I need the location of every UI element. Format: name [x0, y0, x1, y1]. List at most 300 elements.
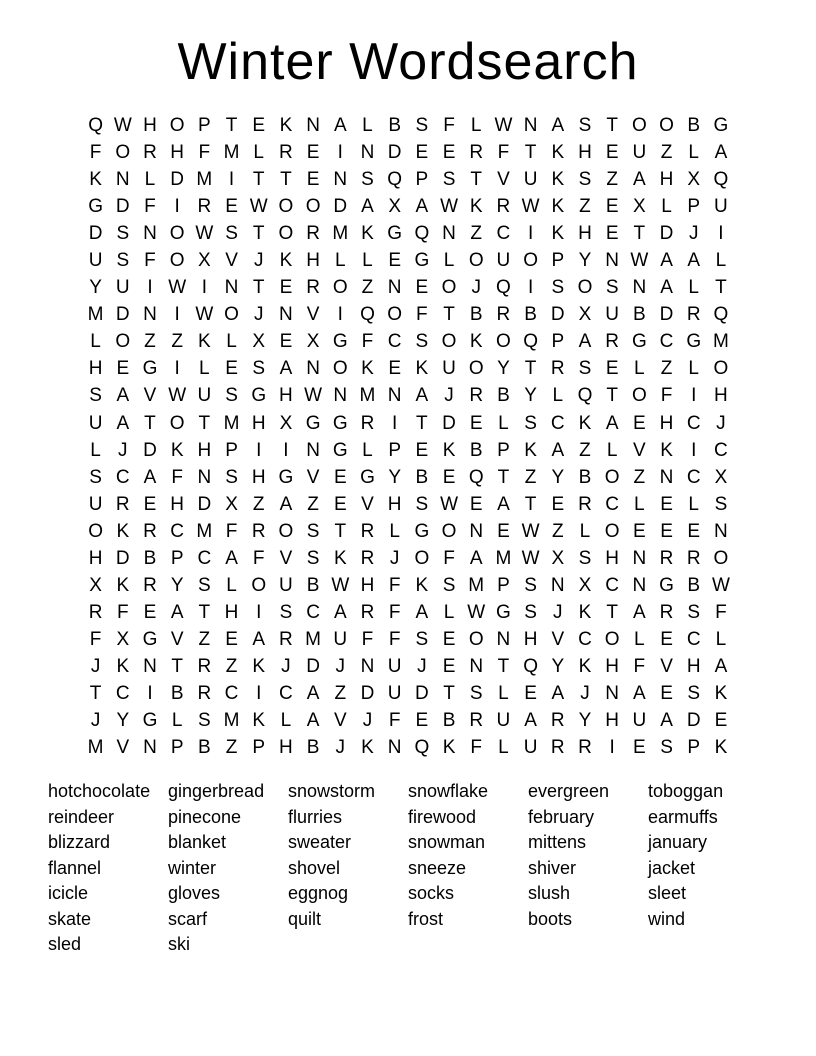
- grid-letter: O: [305, 196, 321, 218]
- grid-letter: Q: [468, 466, 484, 488]
- grid-letter: P: [415, 169, 429, 191]
- grid-letter: Z: [551, 520, 564, 542]
- grid-row: [82, 437, 735, 464]
- grid-letter: K: [361, 737, 374, 759]
- grid-letter: R: [197, 682, 212, 704]
- grid-letter: S: [578, 547, 592, 569]
- grid-letter: N: [659, 466, 674, 488]
- grid-letter: I: [174, 358, 180, 380]
- grid-letter: W: [168, 277, 187, 299]
- grid-letter: E: [469, 412, 483, 434]
- grid-letter: H: [578, 142, 592, 164]
- grid-letter: N: [714, 520, 728, 542]
- grid-letter: R: [360, 412, 375, 434]
- grid-letter: M: [359, 385, 376, 407]
- grid-letter: S: [442, 169, 456, 191]
- grid-letter: K: [252, 655, 266, 677]
- grid-letter: S: [660, 737, 673, 759]
- word-list-item: mittens: [528, 832, 587, 852]
- grid-letter: N: [496, 628, 511, 650]
- grid-letter: U: [88, 250, 103, 272]
- grid-letter: H: [170, 142, 185, 164]
- grid-letter: B: [578, 466, 592, 488]
- grid-letter: H: [306, 250, 320, 272]
- grid-letter: Q: [523, 331, 538, 353]
- grid-letter: Q: [496, 277, 511, 299]
- grid-letter: P: [551, 331, 565, 353]
- grid-row: [82, 464, 735, 491]
- grid-letter: S: [306, 547, 320, 569]
- grid-letter: M: [305, 628, 321, 650]
- grid-letter: E: [714, 710, 728, 732]
- grid-letter: N: [143, 655, 157, 677]
- grid-letter: E: [469, 493, 483, 515]
- grid-letter: F: [361, 628, 374, 650]
- grid-letter: J: [471, 277, 481, 299]
- grid-letter: E: [551, 493, 565, 515]
- grid-letter: F: [633, 655, 646, 677]
- grid-letter: L: [443, 250, 455, 272]
- grid-letter: N: [605, 682, 620, 704]
- grid-letter: G: [332, 331, 348, 353]
- grid-letter: D: [115, 196, 130, 218]
- grid-letter: D: [306, 655, 320, 677]
- grid-row: [82, 274, 735, 301]
- grid-letter: B: [524, 304, 537, 326]
- grid-letter: I: [256, 601, 262, 623]
- grid-letter: G: [251, 385, 267, 407]
- grid-letter: L: [498, 682, 509, 704]
- grid-letter: Z: [334, 682, 347, 704]
- grid-letter: P: [551, 250, 565, 272]
- grid-letter: X: [279, 412, 293, 434]
- grid-letter: A: [116, 385, 130, 407]
- grid-letter: M: [495, 547, 512, 569]
- word-list-item: snowflake: [408, 781, 489, 801]
- grid-letter: U: [88, 493, 103, 515]
- grid-letter: X: [225, 493, 238, 515]
- grid-letter: G: [713, 115, 729, 136]
- grid-letter: S: [469, 682, 483, 704]
- grid-letter: K: [116, 574, 130, 596]
- grid-letter: A: [143, 466, 157, 488]
- grid-letter: K: [170, 439, 184, 461]
- grid-letter: L: [144, 169, 156, 191]
- grid-letter: I: [283, 439, 289, 461]
- grid-letter: G: [332, 439, 348, 461]
- grid-letter: B: [469, 304, 483, 326]
- grid-letter: Y: [116, 710, 130, 732]
- word-list-item: scarf: [168, 908, 208, 929]
- grid-letter: H: [251, 412, 266, 434]
- grid-letter: A: [605, 412, 619, 434]
- grid-letter: T: [524, 142, 537, 164]
- grid-letter: J: [362, 710, 373, 732]
- word-list-item: socks: [408, 883, 455, 903]
- word-list-item: flannel: [48, 857, 102, 878]
- grid-letter: V: [306, 466, 320, 488]
- grid-letter: R: [578, 493, 592, 515]
- grid-letter: E: [225, 358, 238, 380]
- grid-letter: T: [252, 169, 265, 191]
- grid-letter: K: [551, 142, 565, 164]
- grid-letter: D: [115, 547, 130, 569]
- word-list-item: flurries: [288, 806, 343, 827]
- grid-letter: X: [578, 574, 592, 596]
- grid-letter: A: [687, 250, 701, 272]
- grid-letter: C: [197, 547, 212, 569]
- grid-letter: S: [89, 385, 102, 407]
- grid-letter: E: [442, 628, 456, 650]
- grid-letter: R: [143, 574, 157, 596]
- grid-letter: J: [253, 250, 264, 272]
- grid-letter: U: [115, 277, 130, 299]
- grid-letter: G: [496, 601, 511, 623]
- grid-letter: T: [144, 412, 156, 434]
- grid-letter: L: [171, 710, 183, 732]
- grid-row: [82, 680, 735, 707]
- grid-letter: Q: [577, 385, 593, 407]
- grid-letter: O: [169, 412, 185, 434]
- grid-letter: C: [686, 628, 701, 650]
- grid-letter: L: [634, 628, 645, 650]
- grid-letter: O: [523, 250, 538, 272]
- grid-letter: R: [469, 142, 484, 164]
- grid-letter: T: [524, 358, 537, 380]
- grid-letter: R: [578, 737, 592, 759]
- grid-letter: H: [88, 358, 103, 380]
- grid-letter: K: [415, 574, 429, 596]
- grid-letter: B: [306, 737, 320, 759]
- grid-letter: J: [417, 655, 427, 677]
- grid-letter: L: [606, 439, 618, 461]
- grid-row: [82, 707, 735, 734]
- grid-letter: W: [521, 196, 540, 218]
- grid-letter: E: [633, 737, 646, 759]
- grid-letter: L: [688, 142, 699, 164]
- grid-letter: A: [306, 682, 320, 704]
- grid-letter: F: [497, 142, 510, 164]
- grid-letter: U: [197, 385, 212, 407]
- grid-letter: C: [578, 628, 592, 650]
- grid-letter: E: [687, 520, 701, 542]
- grid-letter: K: [578, 412, 592, 434]
- grid-letter: O: [631, 115, 647, 136]
- grid-letter: M: [196, 520, 213, 542]
- page-title: Winter Wordsearch: [177, 33, 639, 91]
- grid-letter: W: [521, 520, 540, 542]
- grid-letter: S: [252, 358, 266, 380]
- grid-letter: L: [443, 601, 455, 623]
- grid-letter: T: [416, 412, 428, 434]
- grid-letter: W: [304, 385, 323, 407]
- grid-letter: C: [224, 682, 239, 704]
- grid-letter: H: [578, 223, 592, 245]
- grid-letter: M: [223, 710, 240, 732]
- grid-letter: D: [550, 304, 565, 326]
- grid-letter: D: [115, 304, 130, 326]
- grid-letter: L: [688, 493, 699, 515]
- grid-letter: L: [389, 520, 400, 542]
- grid-letter: E: [279, 331, 293, 353]
- grid-letter: N: [387, 385, 402, 407]
- word-list-item: sled: [48, 934, 82, 954]
- grid-letter: F: [715, 601, 727, 623]
- grid-letter: Z: [361, 277, 374, 299]
- grid-letter: O: [224, 304, 239, 326]
- grid-letter: E: [633, 412, 646, 434]
- grid-letter: O: [468, 250, 484, 272]
- grid-letter: Z: [633, 466, 646, 488]
- grid-letter: L: [552, 385, 564, 407]
- grid-letter: V: [116, 737, 130, 759]
- grid-letter: K: [660, 439, 673, 461]
- grid-letter: A: [469, 547, 483, 569]
- grid-letter: H: [88, 547, 103, 569]
- grid-letter: E: [415, 142, 429, 164]
- grid-letter: R: [360, 601, 375, 623]
- word-list-item: toboggan: [648, 781, 724, 801]
- grid-letter: E: [415, 710, 429, 732]
- grid-letter: V: [551, 628, 565, 650]
- grid-letter: I: [718, 223, 724, 245]
- grid-letter: I: [527, 223, 534, 245]
- grid-letter: L: [579, 520, 591, 542]
- word-list-column: [288, 779, 408, 958]
- word-list-item: snowman: [408, 832, 486, 852]
- grid-letter: O: [604, 520, 620, 542]
- grid-letter: J: [389, 547, 400, 569]
- grid-letter: B: [306, 574, 320, 596]
- grid-letter: H: [143, 115, 157, 136]
- grid-letter: E: [524, 682, 537, 704]
- grid-letter: C: [659, 331, 674, 353]
- grid-letter: O: [387, 304, 403, 326]
- grid-letter: A: [633, 601, 646, 623]
- grid-letter: E: [605, 358, 619, 380]
- grid-letter: Y: [89, 277, 102, 299]
- word-list-item: ski: [168, 934, 190, 954]
- grid-letter: G: [631, 331, 647, 353]
- grid-letter: X: [687, 169, 701, 191]
- grid-letter: U: [523, 169, 538, 191]
- grid-letter: J: [118, 439, 128, 461]
- grid-letter: H: [279, 385, 293, 407]
- grid-letter: F: [388, 574, 401, 596]
- grid-letter: W: [195, 304, 214, 326]
- grid-letter: L: [253, 142, 264, 164]
- grid-letter: W: [467, 601, 486, 623]
- grid-letter: L: [226, 574, 237, 596]
- grid-letter: I: [147, 682, 153, 704]
- grid-letter: E: [660, 493, 673, 515]
- grid-letter: K: [252, 710, 266, 732]
- grid-letter: P: [497, 574, 510, 596]
- grid-letter: P: [687, 196, 701, 218]
- grid-row: [82, 653, 735, 680]
- grid-letter: P: [252, 737, 266, 759]
- grid-letter: P: [170, 547, 184, 569]
- grid-row: [82, 220, 735, 247]
- grid-letter: E: [252, 115, 266, 136]
- grid-letter: I: [337, 142, 343, 164]
- grid-letter: N: [360, 142, 375, 164]
- grid-letter: L: [362, 115, 373, 136]
- grid-letter: D: [387, 142, 402, 164]
- grid-letter: E: [442, 466, 456, 488]
- grid-letter: R: [115, 493, 130, 515]
- grid-letter: K: [279, 115, 293, 136]
- word-list-item: jacket: [648, 857, 696, 878]
- grid-letter: D: [143, 439, 157, 461]
- grid-letter: R: [306, 223, 320, 245]
- grid-letter: F: [252, 547, 265, 569]
- grid-letter: A: [116, 412, 130, 434]
- grid-letter: A: [415, 601, 429, 623]
- grid-letter: A: [279, 358, 293, 380]
- grid-letter: T: [497, 466, 510, 488]
- grid-letter: A: [333, 115, 347, 136]
- grid-letter: L: [634, 358, 645, 380]
- grid-letter: A: [578, 331, 592, 353]
- grid-letter: I: [174, 304, 180, 326]
- grid-letter: G: [142, 628, 158, 650]
- grid-letter: H: [714, 385, 728, 407]
- grid-letter: K: [361, 223, 374, 245]
- grid-letter: J: [580, 682, 590, 704]
- grid-letter: U: [523, 737, 538, 759]
- grid-letter: X: [714, 466, 728, 488]
- grid-letter: L: [226, 331, 237, 353]
- grid-letter: V: [279, 547, 293, 569]
- grid-row: [82, 545, 735, 572]
- grid-letter: O: [577, 277, 593, 299]
- grid-letter: K: [578, 601, 592, 623]
- grid-letter: S: [279, 601, 293, 623]
- grid-letter: N: [306, 358, 320, 380]
- grid-letter: C: [306, 601, 320, 623]
- grid-letter: U: [442, 358, 456, 380]
- grid-letter: A: [551, 115, 565, 136]
- grid-letter: I: [256, 439, 262, 461]
- grid-letter: S: [116, 223, 130, 245]
- grid-letter: N: [333, 385, 348, 407]
- grid-letter: X: [578, 304, 592, 326]
- grid-letter: K: [415, 358, 429, 380]
- grid-letter: J: [444, 385, 454, 407]
- grid-letter: S: [714, 493, 728, 515]
- grid-letter: S: [687, 682, 701, 704]
- grid-letter: R: [279, 142, 293, 164]
- grid-letter: P: [170, 737, 184, 759]
- grid-row: [82, 355, 735, 382]
- grid-letter: N: [197, 466, 212, 488]
- grid-letter: C: [115, 466, 130, 488]
- grid-letter: O: [468, 358, 484, 380]
- grid-letter: L: [470, 115, 482, 136]
- grid-letter: R: [659, 601, 674, 623]
- grid-letter: B: [442, 710, 456, 732]
- word-list-item: sneeze: [408, 857, 467, 878]
- grid-letter: L: [661, 196, 672, 218]
- grid-letter: E: [442, 655, 456, 677]
- grid-letter: S: [225, 385, 238, 407]
- grid-letter: W: [195, 223, 214, 245]
- grid-row: [82, 382, 735, 409]
- grid-letter: J: [335, 655, 346, 677]
- grid-letter: A: [660, 710, 673, 732]
- grid-letter: E: [660, 520, 673, 542]
- word-list-column: [168, 779, 288, 958]
- grid-letter: A: [497, 493, 510, 515]
- grid-letter: K: [551, 196, 565, 218]
- grid-letter: P: [497, 439, 510, 461]
- grid-letter: R: [251, 520, 266, 542]
- grid-letter: V: [333, 710, 347, 732]
- grid-letter: T: [606, 601, 618, 623]
- grid-letter: L: [362, 250, 373, 272]
- grid-letter: P: [225, 439, 238, 461]
- grid-letter: D: [414, 682, 429, 704]
- word-list-item: hotchocolate: [48, 781, 151, 801]
- grid-letter: O: [604, 628, 620, 650]
- grid-letter: F: [171, 466, 183, 488]
- grid-letter: I: [228, 169, 235, 191]
- grid-letter: V: [170, 628, 184, 650]
- grid-letter: U: [632, 142, 647, 164]
- grid-letter: G: [278, 466, 294, 488]
- grid-letter: F: [116, 601, 129, 623]
- grid-letter: Q: [523, 655, 538, 677]
- grid-letter: Y: [524, 385, 537, 407]
- grid-letter: N: [306, 115, 320, 136]
- grid-letter: E: [415, 277, 429, 299]
- grid-letter: S: [116, 250, 130, 272]
- grid-letter: H: [659, 169, 674, 191]
- grid-letter: Z: [307, 493, 319, 515]
- word-list-item: quilt: [288, 908, 322, 929]
- grid-letter: K: [333, 547, 347, 569]
- grid-letter: D: [197, 493, 212, 515]
- grid-letter: D: [170, 169, 185, 191]
- grid-letter: T: [497, 655, 510, 677]
- word-list-item: blanket: [168, 832, 227, 852]
- word-list-item: gloves: [168, 883, 221, 903]
- grid-letter: Q: [713, 169, 729, 191]
- grid-letter: O: [713, 358, 729, 380]
- grid-letter: T: [715, 277, 727, 299]
- grid-letter: N: [469, 655, 484, 677]
- grid-letter: R: [143, 142, 157, 164]
- grid-row: [82, 491, 735, 518]
- grid-letter: H: [605, 655, 620, 677]
- grid-letter: K: [714, 737, 728, 759]
- grid-row: [82, 193, 735, 220]
- grid-letter: B: [143, 547, 157, 569]
- grid-letter: G: [332, 412, 348, 434]
- grid-letter: N: [360, 655, 375, 677]
- grid-letter: V: [497, 169, 510, 191]
- grid-letter: F: [660, 385, 673, 407]
- grid-letter: F: [89, 142, 102, 164]
- grid-letter: E: [660, 628, 673, 650]
- word-list-item: skate: [48, 908, 92, 929]
- grid-letter: L: [688, 358, 699, 380]
- grid-letter: Y: [578, 710, 592, 732]
- grid-letter: Q: [713, 304, 729, 326]
- grid-letter: E: [388, 358, 401, 380]
- grid-letter: X: [388, 196, 401, 218]
